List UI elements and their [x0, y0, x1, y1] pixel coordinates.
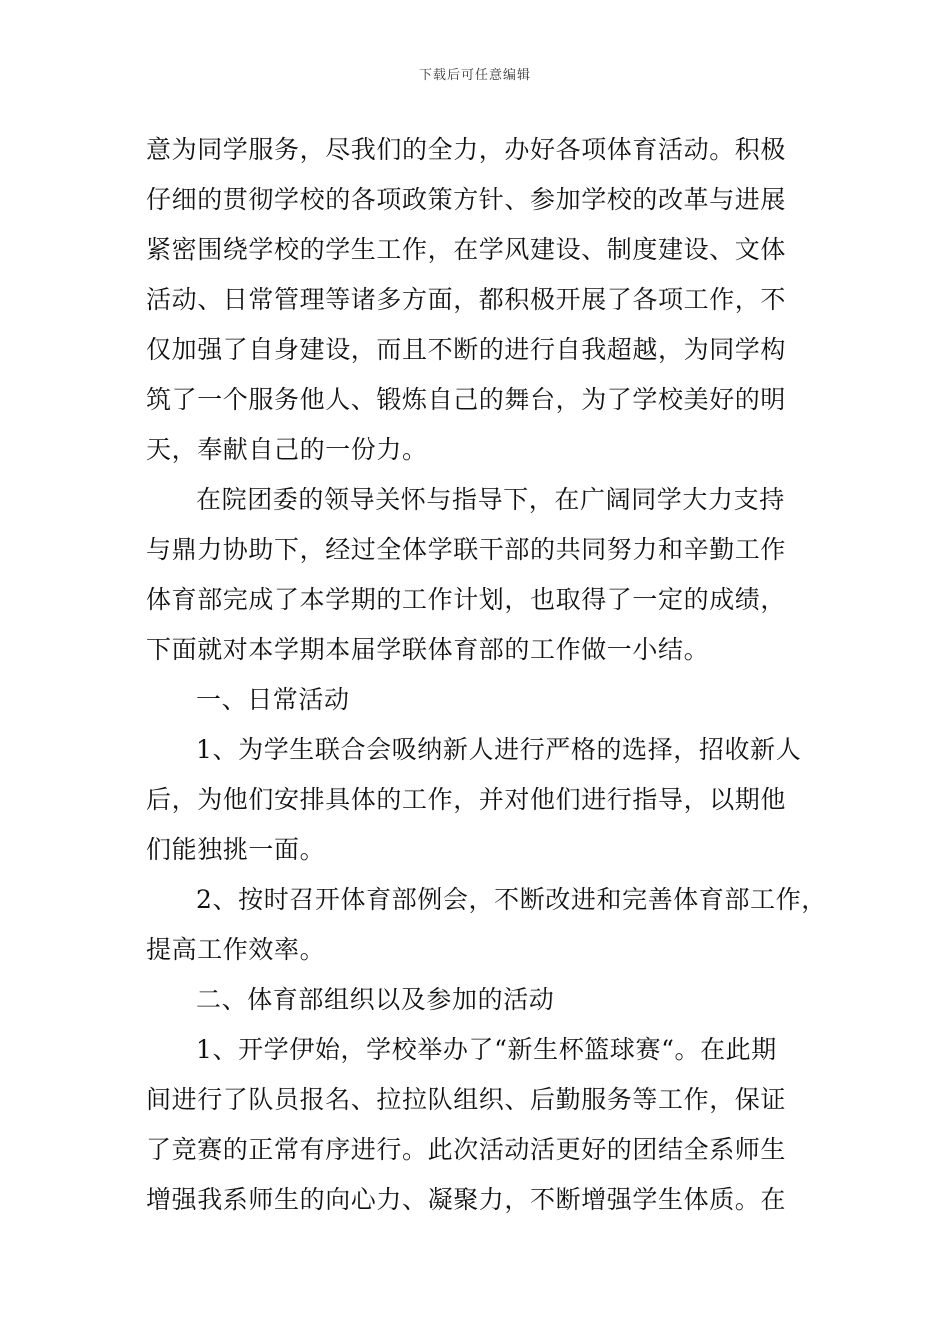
text-line: 了竞赛的正常有序进行。此次活动活更好的团结全系师生 [146, 1135, 787, 1164]
text-line: 1、为学生联合会吸纳新人进行严格的选择，招收新人 [196, 735, 802, 764]
section-heading: 二、体育部组织以及参加的活动 [196, 985, 555, 1014]
section-heading: 一、日常活动 [196, 685, 350, 714]
text-line: 在院团委的领导关怀与指导下，在广阔同学大力支持 [196, 485, 785, 514]
text-line: 下面就对本学期本届学联体育部的工作做一小结。 [146, 635, 710, 664]
text-line: 仅加强了自身建设，而且不断的进行自我超越，为同学构 [146, 335, 787, 364]
text-line: 增强我系师生的向心力、凝聚力，不断增强学生体质。在 [146, 1185, 787, 1214]
text-line: 天，奉献自己的一份力。 [146, 435, 428, 464]
page-header: 下载后可任意编辑 [418, 68, 531, 83]
text-line: 与鼎力协助下，经过全体学联干部的共同努力和辛勤工作 [146, 535, 787, 564]
text-line: 2、按时召开体育部例会，不断改进和完善体育部工作， [196, 885, 827, 914]
text-line: 后，为他们安排具体的工作，并对他们进行指导，以期他 [146, 785, 787, 814]
text-line: 意为同学服务，尽我们的全力，办好各项体育活动。积极 [146, 135, 787, 164]
text-line: 提高工作效率。 [146, 935, 326, 964]
text-line: 筑了一个服务他人、锻炼自己的舞台，为了学校美好的明 [146, 385, 787, 414]
text-line: 活动、日常管理等诸多方面，都积极开展了各项工作，不 [146, 285, 787, 314]
text-line: 仔细的贯彻学校的各项政策方针、参加学校的改革与进展 [146, 185, 787, 214]
text-line: 间进行了队员报名、拉拉队组织、后勤服务等工作，保证 [146, 1085, 787, 1114]
text-line: 们能独挑一面。 [146, 835, 326, 864]
text-line: 1、开学伊始，学校举办了“新生杯篮球赛“。在此期 [196, 1035, 777, 1064]
text-line: 体育部完成了本学期的工作计划，也取得了一定的成绩， [146, 585, 787, 614]
text-line: 紧密围绕学校的学生工作，在学风建设、制度建设、文体 [146, 235, 787, 264]
